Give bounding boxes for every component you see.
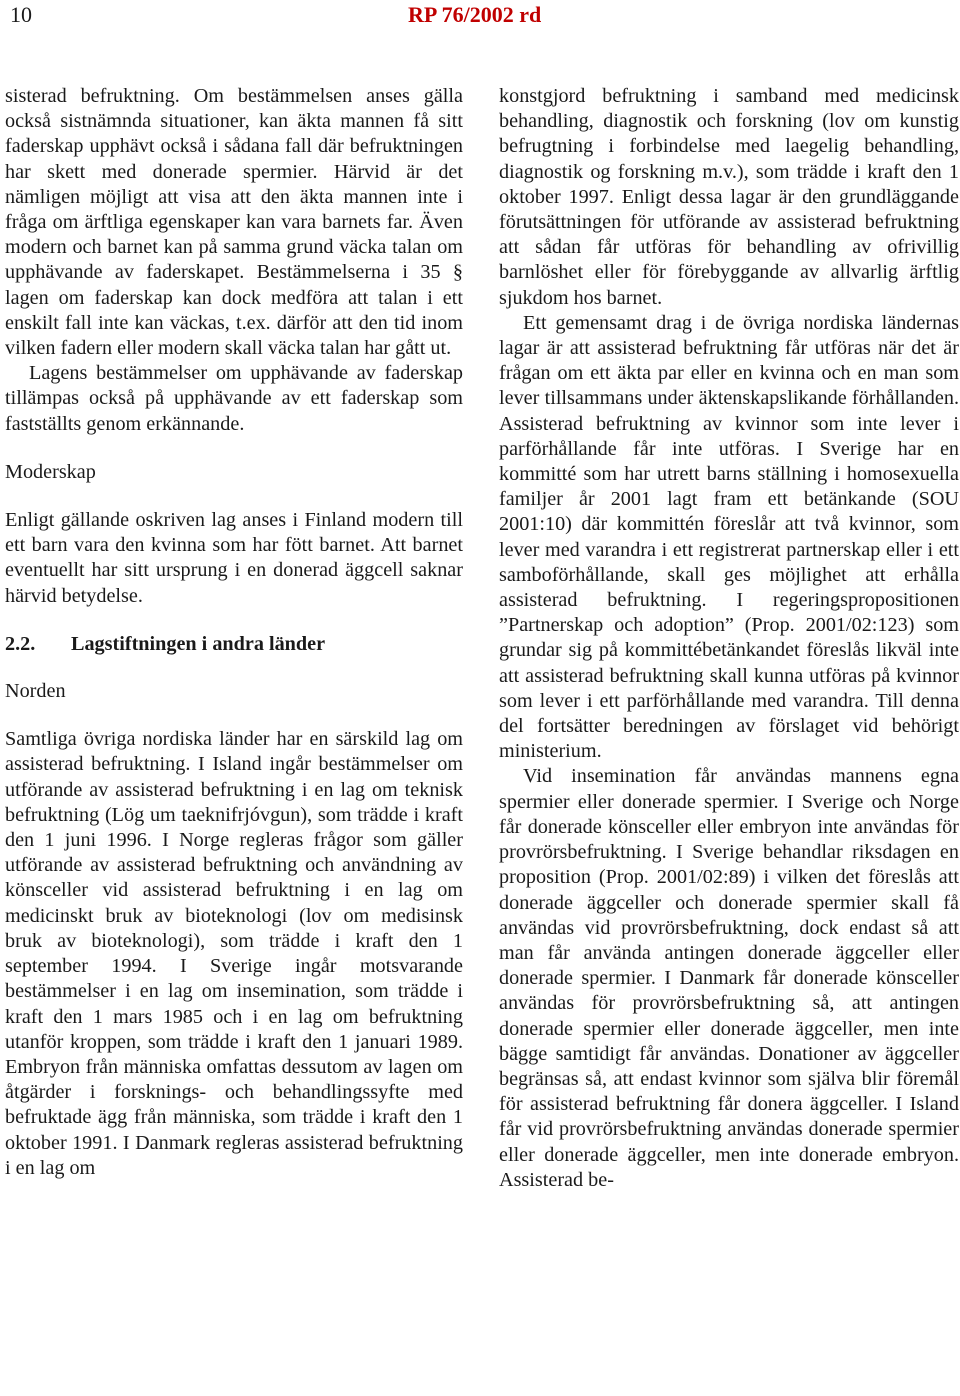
left-column: [5, 84, 463, 1181]
section-title: Lagstiftningen i andra länder: [71, 632, 326, 655]
page-number: 10: [10, 2, 32, 27]
paragraph: Lagens bestämmelser om upphävande av faderskap tillämpas också på upphävande av ett faderskap som fastställts genom erkännande.: [5, 362, 463, 435]
paragraph: sisterad befruktning. Om bestämmelsen anses gälla också sistnämnda situationer, kan äkta mannen få sitt faderskap upphävt också i sådana fall där befruktningen har skett med donerade spermier. Härvid är det nämligen möjligt att visa att den äkta mannen inte i fråga om ärftliga egenskaper kan vara barnets far. Även modern och barnet kan på samma grund väcka talan om upphävande av faderskapet. Bestämmelserna i 35 § lagen om faderskap kan dock medföra att talan i ett enskilt fall inte kan väckas, t.ex. därför att den tid inom vilken fadern eller modern skall väcka talan har gått ut.: [5, 85, 463, 360]
paragraph: Ett gemensamt drag i de övriga nordiska ländernas lagar är att assisterad befruktning får utföras när det är frågan om ett äkta par eller en kvinna och en man som lever tillsammans under äktenskapslikande förhållanden. Assisterad befruktning av kvinnor som inte lever i parförhållande får inte utföras. I Sverige har en kommitté som har utrett barns ställning i homosexuella familjer år 2001 lagt fram ett betänkande (SOU 2001:10) där kommittén föreslår att två kvinnor, som lever med varandra i ett registrerat partnerskap eller i ett samboförhållande, skall ges möjlighet att erhålla assisterad befruktning. I regeringspropositionen ”Partnerskap och adoption” (Prop. 2001/02:123) som grundar sig på kommittébetänkandet föreslås likväl inte att assisterad befruktning skall kunna utföras på kvinnor som lever i ett parförhållande med varandra. Till denna del fortsätter beredningen av förslaget vid behörigt ministerium.: [499, 311, 959, 763]
section-heading: [5, 632, 463, 657]
paragraph: Vid insemination får användas mannens egna spermier eller donerade spermier. I Sverige och Norge får donerade könsceller eller embryon inte användas för provrörsbefruktning. I Sverige behandlar riksdagen en proposition (Prop. 2001/02:89) i vilken det föreslås att donerade äggceller och donerade spermier skall få användas vid provrörsbefruktning, dock endast så att man får använda antingen donerade äggceller eller donerade spermier. I Danmark får donerade könsceller användas för provrörsbefruktning så, att antingen donerade spermier eller donerade äggceller, men inte bägge samtidigt får användas. Donationer av äggceller begränsas så, att endast kvinnor som själva blir föremål för assisterad befruktning får donera äggceller. I Island får vid provrörsbefruktning användas donerade spermier eller donerade äggceller, men inte donerade embryon. Assisterad be-: [499, 765, 959, 1191]
right-column: [499, 84, 959, 1193]
subheading-norden: Norden: [5, 680, 66, 703]
page-header: [5, 0, 955, 30]
document-reference: RP 76/2002 rd: [408, 2, 542, 27]
paragraph: Samtliga övriga nordiska länder har en särskild lag om assisterad befruktning. I Island ingår bestämmelser om utförande av assisterad befruktning i en lag om teknisk befruktning (Lög um taeknifrjóvgun), som trädde i kraft den 1 juni 1996. I Norge regleras frågor som gäller utförande av assisterad befruktning och användning av könsceller vid assisterad befruktning i en lag om medicinskt bruk av bioteknologi (lov om medisinsk bruk av bioteknologi), som trädde i kraft den 1 september 1994. I Sverige ingår motsvarande bestämmelser i en lag om insemination, som trädde i kraft den 1 mars 1985 och i en lag om befruktning utanför kroppen, som trädde i kraft den 1 januari 1989. Embryon från människa omfattas dessutom av lagen om åtgärder i forsknings- och behandlingssyfte med befruktade ägg från människa, som trädde i kraft den 1 oktober 1991. I Danmark regleras assisterad befruktning i en lag om: [5, 728, 463, 1179]
subheading-moderskap: Moderskap: [5, 460, 96, 483]
section-number: 2.2.: [5, 632, 36, 655]
paragraph: Enligt gällande oskriven lag anses i Finland modern till ett barn vara den kvinna som har fött barnet. Att barnet eventuellt har sitt ursprung i en donerad äggcell saknar härvid betydelse.: [5, 509, 463, 607]
paragraph: konstgjord befruktning i samband med medicinsk behandling, diagnostik och forskning (lov om kunstig befrugtning i forbindelse med laegelig behandling, diagnostik og forskning m.v.), som trädde i kraft den 1 oktober 1997. Enligt dessa lagar är den grundläggande förutsättningen för utförande av assisterad befruktning att sådan får utföras för behandling av ofrivillig barnlöshet eller för förebyggande av allvarlig ärftlig sjukdom hos barnet.: [499, 85, 959, 309]
